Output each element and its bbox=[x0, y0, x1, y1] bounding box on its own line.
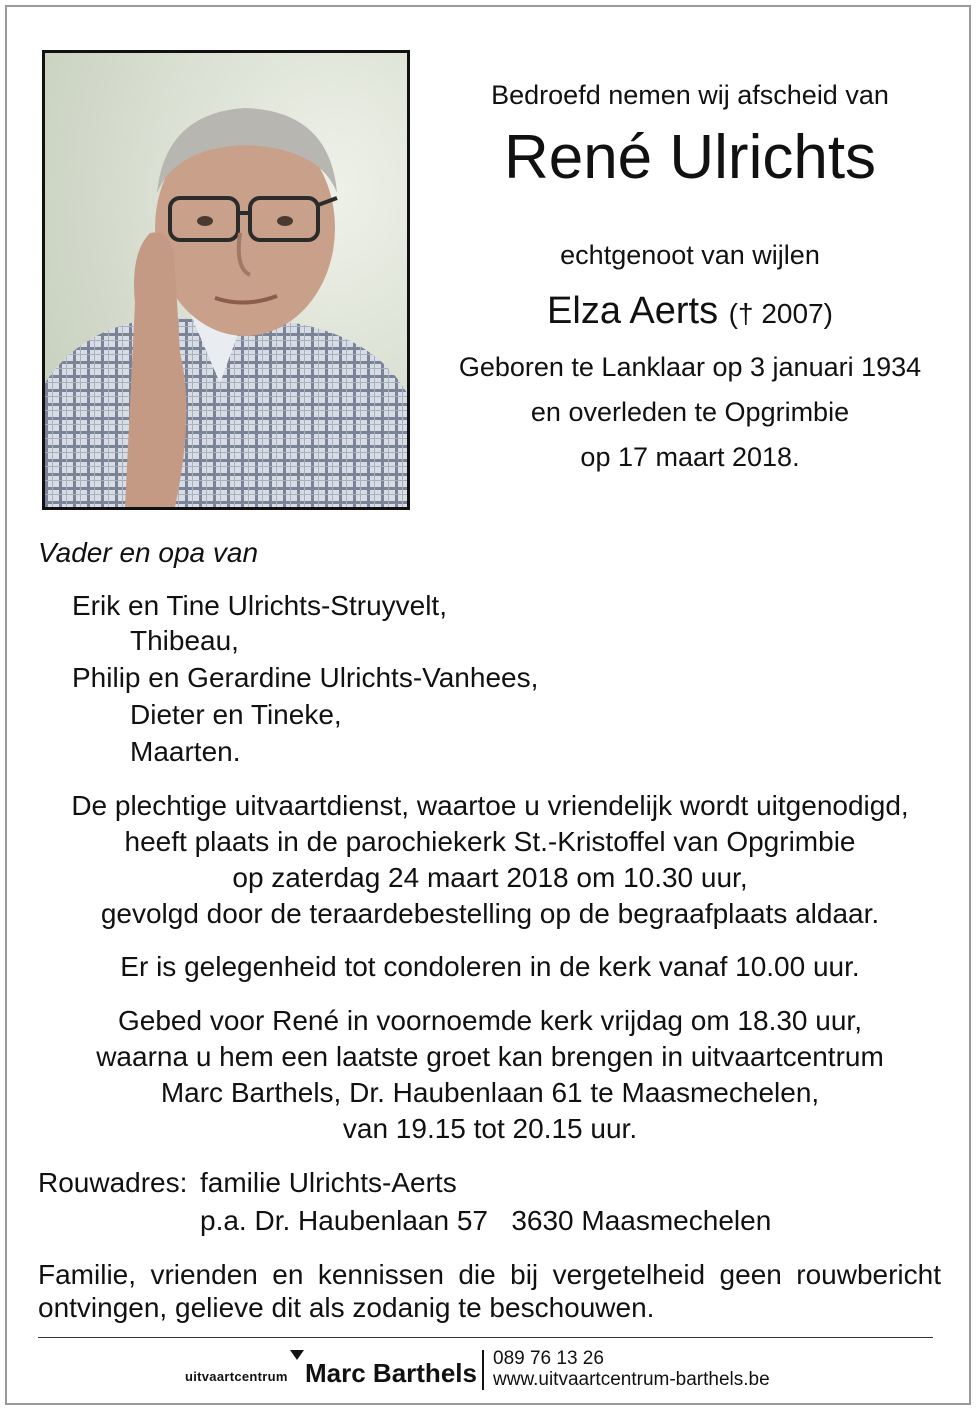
intro-text: Bedroefd nemen wij afscheid van bbox=[491, 80, 889, 110]
grandchild-line: Dieter en Tineke, bbox=[130, 699, 342, 730]
footer-phone: 089 76 13 26 bbox=[493, 1348, 604, 1369]
footer-website[interactable]: www.uitvaartcentrum-barthels.be bbox=[493, 1369, 770, 1390]
prayer-line: Gebed voor René in voornoemde kerk vrijdag om 18.30 uur, bbox=[118, 1005, 862, 1036]
portrait-illustration bbox=[45, 53, 407, 507]
death-line: en overleden te Opgrimbie bbox=[530, 397, 850, 427]
birth-line: Geboren te Lanklaar op 3 januari 1934 bbox=[458, 352, 922, 382]
footer-tagline: uitvaartcentrum bbox=[185, 1369, 288, 1384]
service-line: heeft plaats in de parochiekerk St.-Kristoffel van Opgrimbie bbox=[124, 826, 856, 857]
spouse-line bbox=[430, 290, 950, 333]
grandchild-line: Maarten. bbox=[130, 736, 241, 767]
service-line: De plechtige uitvaartdienst, waartoe u vriendelijk wordt uitgenodigd, bbox=[71, 790, 909, 821]
spouse-death: († 2007) bbox=[728, 298, 833, 329]
address-label: Rouwadres: bbox=[38, 1167, 188, 1198]
footer-brand: Marc Barthels bbox=[305, 1358, 477, 1388]
portrait-photo bbox=[42, 50, 410, 510]
death-date-line: op 17 maart 2018. bbox=[580, 442, 800, 472]
prayer-line: waarna u hem een laatste groet kan brengen in uitvaartcentrum bbox=[96, 1041, 884, 1072]
service-line: op zaterdag 24 maart 2018 om 10.30 uur, bbox=[232, 862, 748, 893]
child-line: Erik en Tine Ulrichts-Struyvelt, bbox=[72, 590, 447, 621]
spouse-name: Elza Aerts bbox=[547, 290, 719, 332]
condolence-line: Er is gelegenheid tot condoleren in de kerk vanaf 10.00 uur. bbox=[120, 951, 860, 982]
notice-text: Familie, vrienden en kennissen die bij vergetelheid geen rouwbericht ontvingen, gelieve dit als zodanig te beschouwen. bbox=[38, 1259, 941, 1323]
prayer-line: van 19.15 tot 20.15 uur. bbox=[342, 1113, 638, 1144]
footer-separator bbox=[482, 1350, 484, 1390]
children-title: Vader en opa van bbox=[38, 537, 259, 568]
logo-triangle-icon bbox=[290, 1350, 304, 1360]
grandchild-line: Thibeau, bbox=[130, 625, 239, 656]
spouse-intro: echtgenoot van wijlen bbox=[560, 240, 820, 270]
deceased-name: René Ulrichts bbox=[503, 123, 877, 192]
address-street: p.a. Dr. Haubenlaan 57 3630 Maasmechelen bbox=[200, 1205, 772, 1236]
service-line: gevolgd door de teraardebestelling op de begraafplaats aldaar. bbox=[100, 898, 880, 929]
child-line: Philip en Gerardine Ulrichts-Vanhees, bbox=[72, 662, 539, 693]
footer-divider bbox=[38, 1337, 933, 1338]
prayer-line: Marc Barthels, Dr. Haubenlaan 61 te Maasmechelen, bbox=[160, 1077, 820, 1108]
address-family: familie Ulrichts-Aerts bbox=[200, 1167, 457, 1198]
